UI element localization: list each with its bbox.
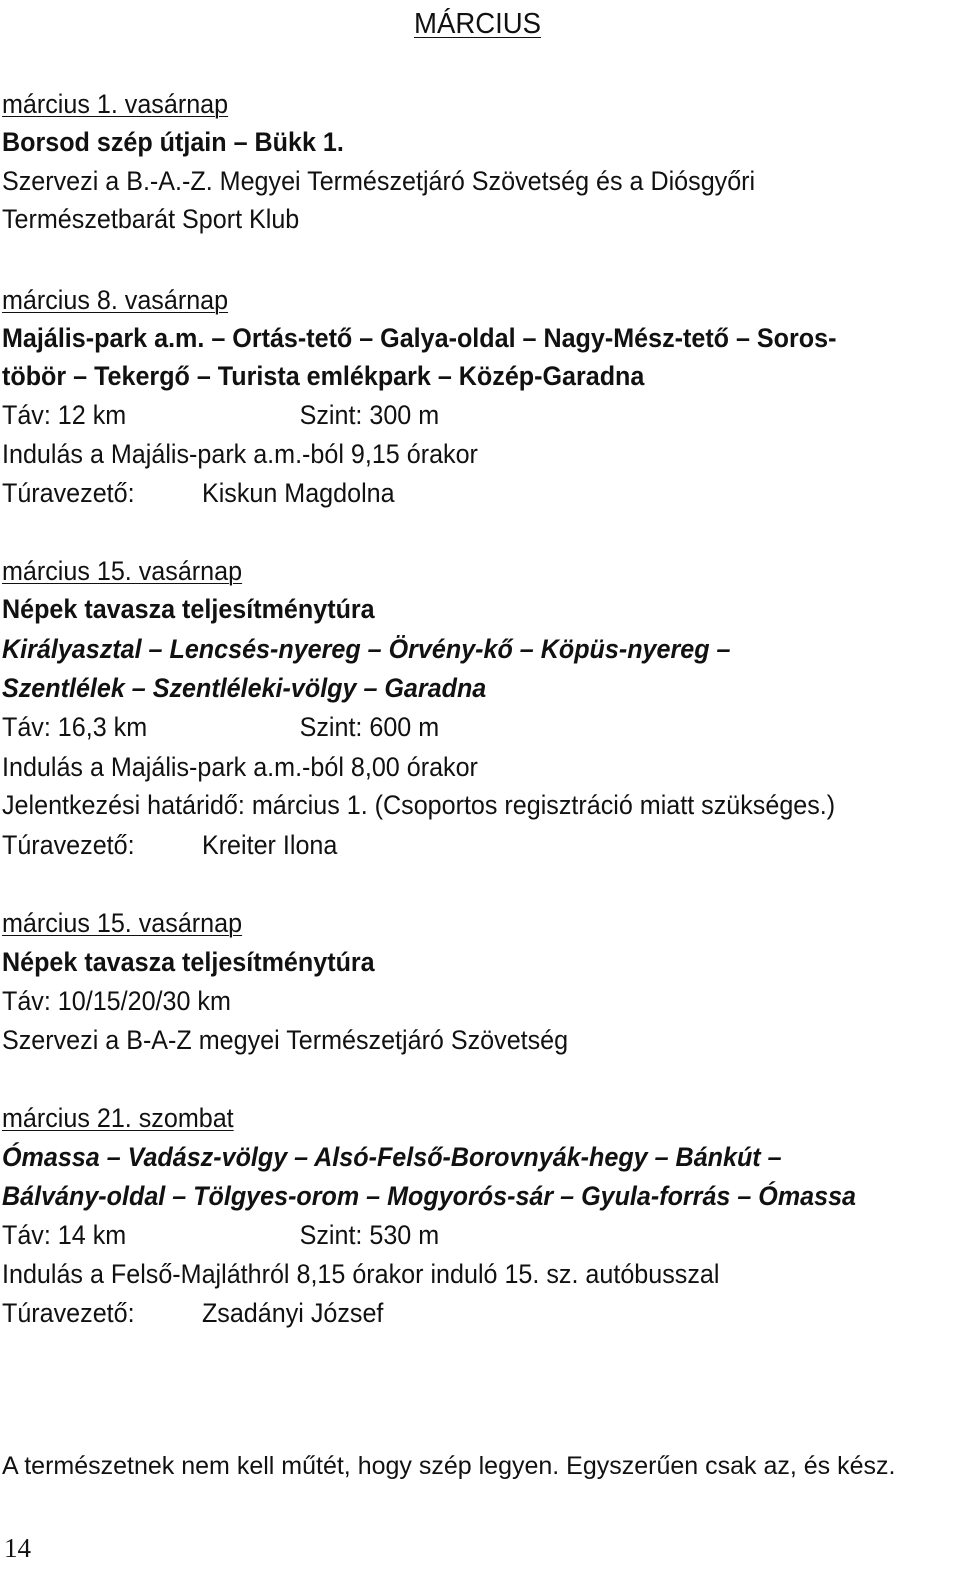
event-2-date: március 8. vasárnap: [2, 285, 229, 315]
event-2-distance: Táv: 12 km: [2, 400, 127, 430]
event-3-stats: [2, 708, 579, 746]
event-4-distance: Táv: 10/15/20/30 km: [2, 986, 231, 1016]
event-3-route-line2: Szentlélek – Szentléleki-völgy – Garadna: [2, 673, 487, 703]
event-2-elevation: Szint: 300 m: [299, 400, 440, 430]
event-3-guide-row: [2, 826, 579, 864]
event-3-guide-label: Túravezető:: [2, 830, 135, 860]
page-title: MÁRCIUS: [414, 8, 542, 40]
event-1-organizer-line1: Szervezi a B.-A.-Z. Megyei Természetjáró Szövetség és a Diósgyőri: [2, 166, 756, 196]
event-5-guide: Zsadányi József: [201, 1298, 384, 1328]
event-5-elevation: Szint: 530 m: [299, 1220, 440, 1250]
event-4-name: Népek tavasza teljesítménytúra: [2, 947, 375, 977]
event-3-name: Népek tavasza teljesítménytúra: [2, 594, 375, 624]
event-4-date: március 15. vasárnap: [2, 908, 243, 938]
event-3-guide: Kreiter Ilona: [201, 830, 338, 860]
event-2-stats: [2, 396, 579, 434]
event-2-guide-row: [2, 474, 579, 512]
event-2-route-line1: Majális-park a.m. – Ortás-tető – Galya-oldal – Nagy-Mész-tető – Soros-: [2, 323, 837, 353]
page-number: 14: [4, 1533, 31, 1563]
event-3-date: március 15. vasárnap: [2, 556, 243, 586]
event-3-start: Indulás a Majális-park a.m.-ból 8,00 órakor: [2, 752, 478, 782]
event-5-route-line1: Ómassa – Vadász-völgy – Alsó-Felső-Borovnyák-hegy – Bánkút –: [2, 1142, 782, 1172]
event-5-start: Indulás a Felső-Majláthról 8,15 órakor induló 15. sz. autóbusszal: [2, 1259, 720, 1289]
event-5-distance: Táv: 14 km: [2, 1220, 127, 1250]
event-2-guide-label: Túravezető:: [2, 478, 135, 508]
event-1-date: március 1. vasárnap: [2, 89, 229, 119]
event-5-date: március 21. szombat: [2, 1103, 234, 1133]
event-5-stats: [2, 1216, 579, 1254]
event-2-guide: Kiskun Magdolna: [201, 478, 395, 508]
event-5-route-line2: Bálvány-oldal – Tölgyes-orom – Mogyorós-sár – Gyula-forrás – Ómassa: [2, 1181, 857, 1211]
event-2-route-line2: töbör – Tekergő – Turista emlékpark – Közép-Garadna: [2, 361, 645, 391]
event-3-deadline: Jelentkezési határidő: március 1. (Csoportos regisztráció miatt szükséges.): [2, 790, 836, 820]
event-1-name: Borsod szép útjain – Bükk 1.: [2, 127, 344, 157]
closing-quote: A természetnek nem kell műtét, hogy szép legyen. Egyszerűen csak az, és kész.: [2, 1452, 896, 1480]
event-3-route-line1: Királyasztal – Lencsés-nyereg – Örvény-kő – Köpüs-nyereg –: [2, 634, 731, 664]
event-4-organizer: Szervezi a B-A-Z megyei Természetjáró Szövetség: [2, 1025, 569, 1055]
event-5-guide-row: [2, 1294, 579, 1332]
event-3-distance: Táv: 16,3 km: [2, 712, 148, 742]
event-1-organizer-line2: Természetbarát Sport Klub: [2, 204, 300, 234]
event-5-guide-label: Túravezető:: [2, 1298, 135, 1328]
event-2-start: Indulás a Majális-park a.m.-ból 9,15 órakor: [2, 439, 478, 469]
event-3-elevation: Szint: 600 m: [299, 712, 440, 742]
